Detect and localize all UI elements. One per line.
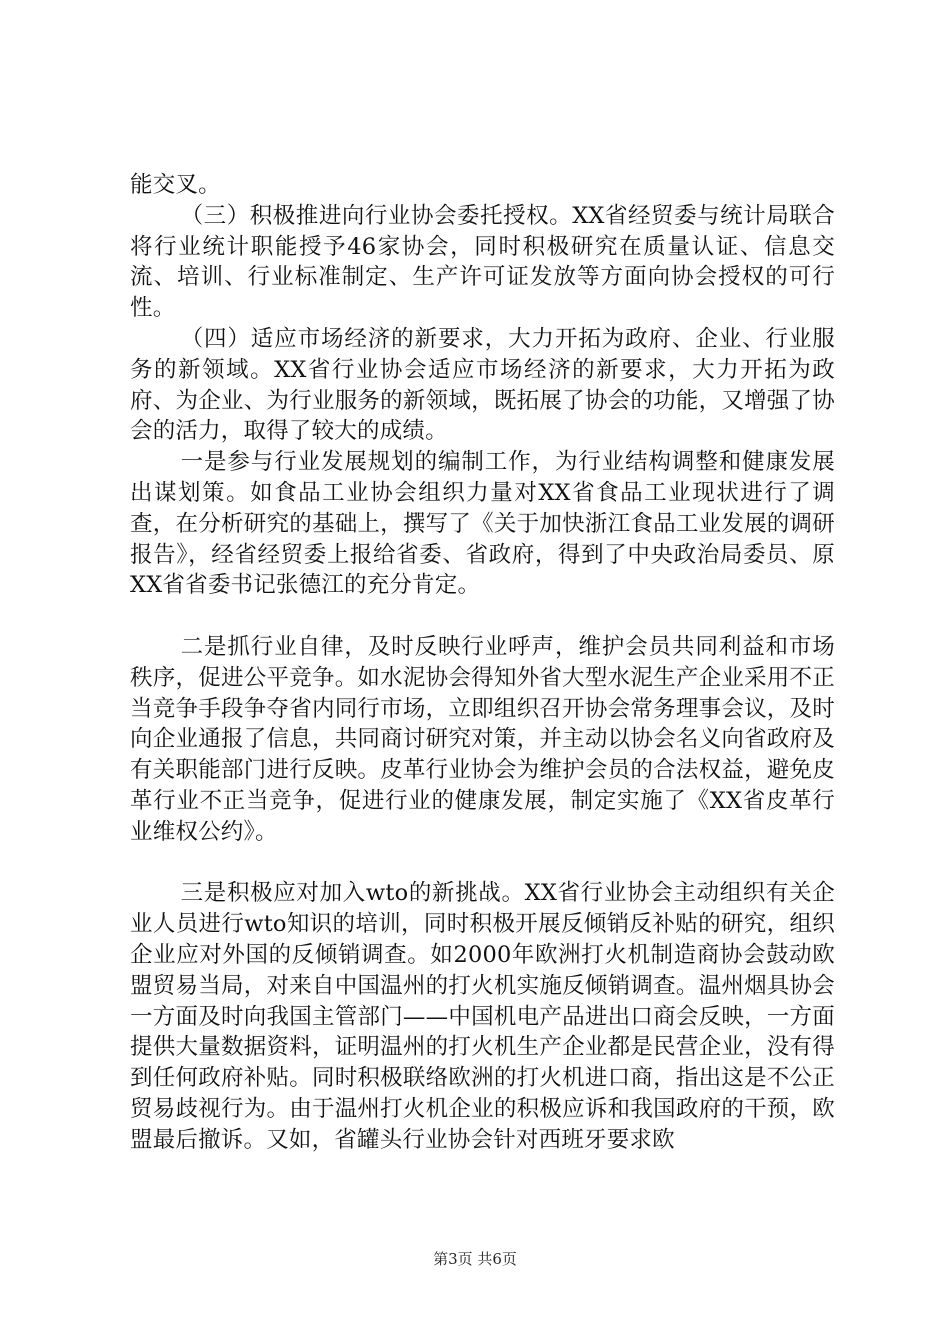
paragraph-point-one: 一是参与行业发展规划的编制工作，为行业结构调整和健康发展出谋划策。如食品工业协会组织力量对XX省食品工业现状进行了调查，在分析研究的基础上，撰写了《关于加快浙江食品工业发展的调研报告》，经省经贸委上报给省委、省政府，得到了中央政治局委员、原XX省省委书记张德江的充分肯定。 (130, 449, 835, 599)
paragraph-point-three: 三是积极应对加入wto的新挑战。XX省行业协会主动组织有关企业人员进行wto知识的培训，同时积极开展反倾销反补贴的研究，组织企业应对外国的反倾销调查。如2000年欧洲打火机制造商协会鼓动欧盟贸易当局，对来自中国温州的打火机实施反倾销调查。温州烟具协会一方面及时向我国主管部门——中国机电产品进出口商会反映，一方面提供大量数据资料，证明温州的打火机生产企业都是民营企业，没有得到任何政府补贴。同时积极联络欧洲的打火机进口商，指出这是不公正贸易歧视行为。由于温州打火机企业的积极应诉和我国政府的干预，欧盟最后撤诉。又如，省罐头行业协会针对西班牙要求欧 (130, 880, 835, 1153)
document-body (130, 170, 835, 1156)
paragraph-section-three: （三）积极推进向行业协会委托授权。XX省经贸委与统计局联合将行业统计职能授予46家协会，同时积极研究在质量认证、信息交流、培训、行业标准制定、生产许可证发放等方面向协会授权的可行性。 (130, 202, 835, 322)
paragraph-continuation: 能交叉。 (130, 172, 221, 198)
paragraph-section-four: （四）适应市场经济的新要求，大力开拓为政府、企业、行业服务的新领域。XX省行业协会适应市场经济的新要求，大力开拓为政府、为企业、为行业服务的新领域，既拓展了协会的功能，又增强了协会的活力，取得了较大的成绩。 (130, 325, 835, 445)
page-number-label: 第3页 共6页 (433, 1250, 517, 1268)
page-footer (0, 1248, 950, 1269)
paragraph-point-two: 二是抓行业自律，及时反映行业呼声，维护会员共同利益和市场秩序，促进公平竞争。如水泥协会得知外省大型水泥生产企业采用不正当竞争手段争夺省内同行市场，立即组织召开协会常务理事会议，及时向企业通报了信息，共同商讨研究对策，并主动以协会名义向省政府及有关职能部门进行反映。皮革行业协会为维护会员的合法权益，避免皮革行业不正当竞争，促进行业的健康发展，制定实施了《XX省皮革行业维权公约》。 (130, 633, 835, 845)
